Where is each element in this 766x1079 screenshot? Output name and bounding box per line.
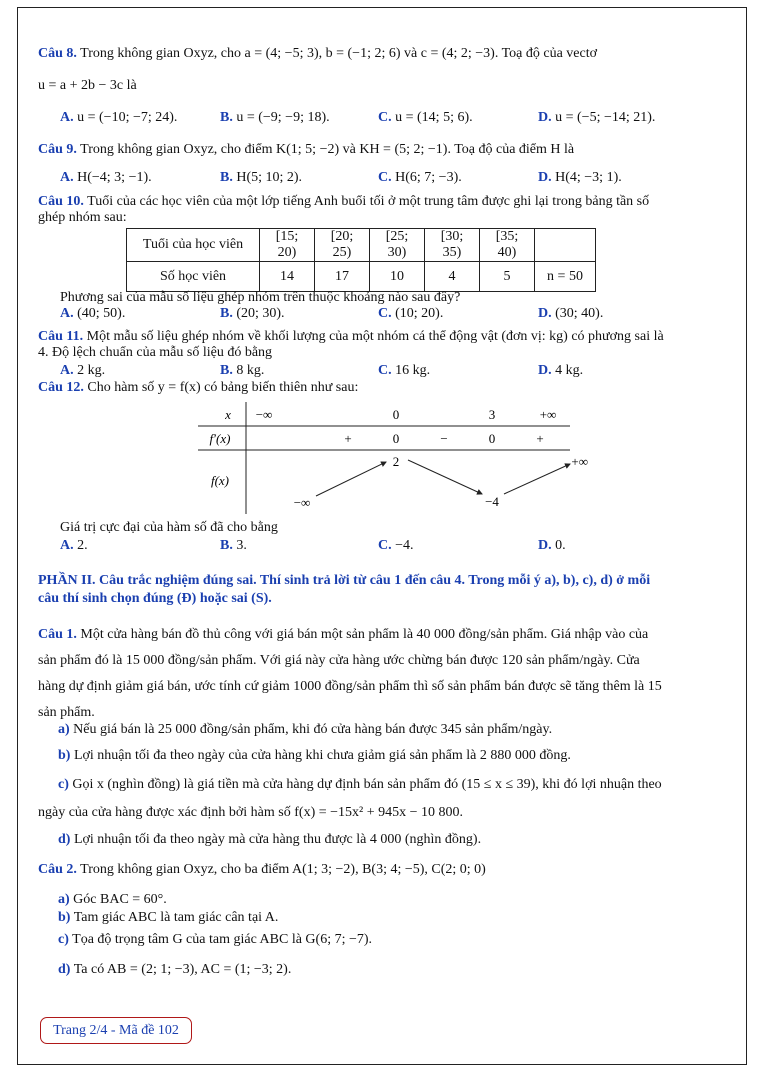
q9-option-c: C. H(6; 7; −3). <box>378 170 462 185</box>
table-cell-empty <box>535 229 596 262</box>
table-cell: 4 <box>425 262 480 292</box>
q11-option-c: C. 16 kg. <box>378 363 431 378</box>
vt-fp-label: f′(x) <box>209 431 231 446</box>
table-row <box>127 229 596 262</box>
vt-f-value: −∞ <box>293 495 311 510</box>
q12-option-d: D. 0. <box>538 538 566 553</box>
table-cell: [20; 25) <box>315 229 370 262</box>
q11-option-b: B. 8 kg. <box>220 363 265 378</box>
part2-heading-line1: PHẦN II. Câu trắc nghiệm đúng sai. Thí sinh trả lời từ câu 1 đến câu 4. Trong mỗi ý a), b), c), d) ở mỗi <box>38 573 651 588</box>
q10-line2: ghép nhóm sau: <box>38 210 127 225</box>
q10-option-a: A. (40; 50). <box>60 306 126 321</box>
q11-line2: 4. Độ lệch chuẩn của mẫu số liệu đó bằng <box>38 345 273 360</box>
q10-option-d: D. (30; 40). <box>538 306 604 321</box>
q12-option-a: A. 2. <box>60 538 88 553</box>
q10-question: Phương sai của mẫu số liệu ghép nhóm trên thuộc khoảng nào sau đây? <box>60 290 461 305</box>
p2q1-item-d: d) Lợi nhuận tối đa theo ngày mà cửa hàng thu được là 4 000 (nghìn đồng). <box>58 832 482 847</box>
q12-option-c: C. −4. <box>378 538 414 553</box>
p2q2-item-c: c) Tọa độ trọng tâm G của tam giác ABC là G(6; 7; −7). <box>58 932 373 947</box>
p2q2-item-a: a) Góc BAC = 60°. <box>58 892 167 907</box>
p2q1-line1: Câu 1. Một cửa hàng bán đồ thủ công với giá bán một sản phẩm là 40 000 đồng/sản phẩm. Giá nhập vào của <box>38 627 649 642</box>
p2q2-item-d: d) Ta có AB = (2; 1; −3), AC = (1; −3; 2). <box>58 962 292 977</box>
table-header-count: Số học viên <box>127 262 260 292</box>
q11-line1: Câu 11. Một mẫu số liệu ghép nhóm về khối lượng của một nhóm cá thể động vật (đơn vị: kg) có phương sai là <box>38 329 664 344</box>
q8-option-b: B. u = (−9; −9; 18). <box>220 110 330 125</box>
table-cell: [25; 30) <box>370 229 425 262</box>
p2q1-item-c-cont: ngày của cửa hàng được xác định bởi hàm số f(x) = −15x² + 945x − 10 800. <box>38 805 464 820</box>
table-cell: [35; 40) <box>480 229 535 262</box>
q9-option-a: A. H(−4; 3; −1). <box>60 170 152 185</box>
q12-question: Giá trị cực đại của hàm số đã cho bằng <box>60 520 278 535</box>
table-cell: 5 <box>480 262 535 292</box>
table-cell: [15; 20) <box>260 229 315 262</box>
vt-f-label: f(x) <box>210 473 230 488</box>
table-cell: 14 <box>260 262 315 292</box>
vt-x-value: 3 <box>488 407 496 422</box>
vt-fp-zero: 0 <box>392 431 400 446</box>
q12-option-b: B. 3. <box>220 538 247 553</box>
table-row <box>127 262 596 292</box>
table-cell: 17 <box>315 262 370 292</box>
frequency-table <box>126 228 596 292</box>
table-cell-total: n = 50 <box>535 262 596 292</box>
part2-heading-line2: câu thí sinh chọn đúng (Đ) hoặc sai (S). <box>38 591 272 606</box>
p2q2-item-b: b) Tam giác ABC là tam giác cân tại A. <box>58 910 279 925</box>
q8-line2: u = a + 2b − 3c là <box>38 78 137 93</box>
vt-f-value: −4 <box>485 494 499 509</box>
p2q1-line3: hàng dự định giảm giá bán, ước tính cứ giảm 1000 đồng/sản phẩm thì số sản phẩm bán được sẽ tăng thêm là 15 <box>38 679 662 694</box>
table-cell: [30; 35) <box>425 229 480 262</box>
p2q1-item-a: a) Nếu giá bán là 25 000 đồng/sản phẩm, khi đó cửa hàng bán được 345 sản phẩm/ngày. <box>58 722 553 737</box>
q11-option-d: D. 4 kg. <box>538 363 584 378</box>
q9-line1: Câu 9. Trong không gian Oxyz, cho điểm K(1; 5; −2) và KH = (5; 2; −1). Toạ độ của điểm H là <box>38 142 575 157</box>
arrow-up-icon <box>504 464 570 494</box>
q10-option-c: C. (10; 20). <box>378 306 444 321</box>
vt-f-value: +∞ <box>571 454 588 469</box>
variation-table <box>198 400 588 516</box>
q8-line1: Câu 8. Trong không gian Oxyz, cho a = (4; −5; 3), b = (−1; 2; 6) và c = (4; 2; −3). Toạ độ của vectơ <box>38 46 598 61</box>
p2q2-line1: Câu 2. Trong không gian Oxyz, cho ba điểm A(1; 3; −2), B(3; 4; −5), C(2; 0; 0) <box>38 862 486 877</box>
q9-option-d: D. H(4; −3; 1). <box>538 170 622 185</box>
vt-f-value: 2 <box>392 454 400 469</box>
q12-line1: Câu 12. Cho hàm số y = f(x) có bảng biến thiên như sau: <box>38 380 359 395</box>
vt-fp-sign: + <box>344 431 352 446</box>
q11-option-a: A. 2 kg. <box>60 363 106 378</box>
q8-option-a: A. u = (−10; −7; 24). <box>60 110 178 125</box>
vt-fp-zero: 0 <box>488 431 496 446</box>
page-footer: Trang 2/4 - Mã đề 102 <box>40 1017 192 1044</box>
p2q1-item-b: b) Lợi nhuận tối đa theo ngày của cửa hàng khi chưa giảm giá sản phẩm là 2 880 000 đồng. <box>58 748 571 763</box>
vt-x-value: 0 <box>392 407 400 422</box>
table-cell: 10 <box>370 262 425 292</box>
vt-x-label: x <box>225 407 231 422</box>
vt-fp-sign: − <box>440 431 448 446</box>
vt-fp-sign: + <box>536 431 544 446</box>
q8-option-d: D. u = (−5; −14; 21). <box>538 110 656 125</box>
vt-x-value: −∞ <box>255 407 273 422</box>
arrow-down-icon <box>408 460 482 494</box>
p2q1-line2: sản phẩm đó là 15 000 đồng/sản phẩm. Với giá này cửa hàng ước chừng bán được 120 sản phẩm/ngày. Cửa <box>38 653 640 668</box>
p2q1-item-c: c) Gọi x (nghìn đồng) là giá tiền mà cửa hàng dự định bán sản phẩm đó (15 ≤ x ≤ 39), khi đó lợi nhuận theo <box>58 777 662 792</box>
q8-option-c: C. u = (14; 5; 6). <box>378 110 473 125</box>
q9-option-b: B. H(5; 10; 2). <box>220 170 303 185</box>
vt-x-value: +∞ <box>539 407 557 422</box>
p2q1-line4: sản phẩm. <box>38 705 95 720</box>
q10-line1: Câu 10. Tuổi của các học viên của một lớp tiếng Anh buổi tối ở một trung tâm được ghi lại trong bảng tần số <box>38 194 650 209</box>
q10-option-b: B. (20; 30). <box>220 306 285 321</box>
arrow-up-icon <box>316 462 386 496</box>
table-header-age: Tuổi của học viên <box>127 229 260 262</box>
